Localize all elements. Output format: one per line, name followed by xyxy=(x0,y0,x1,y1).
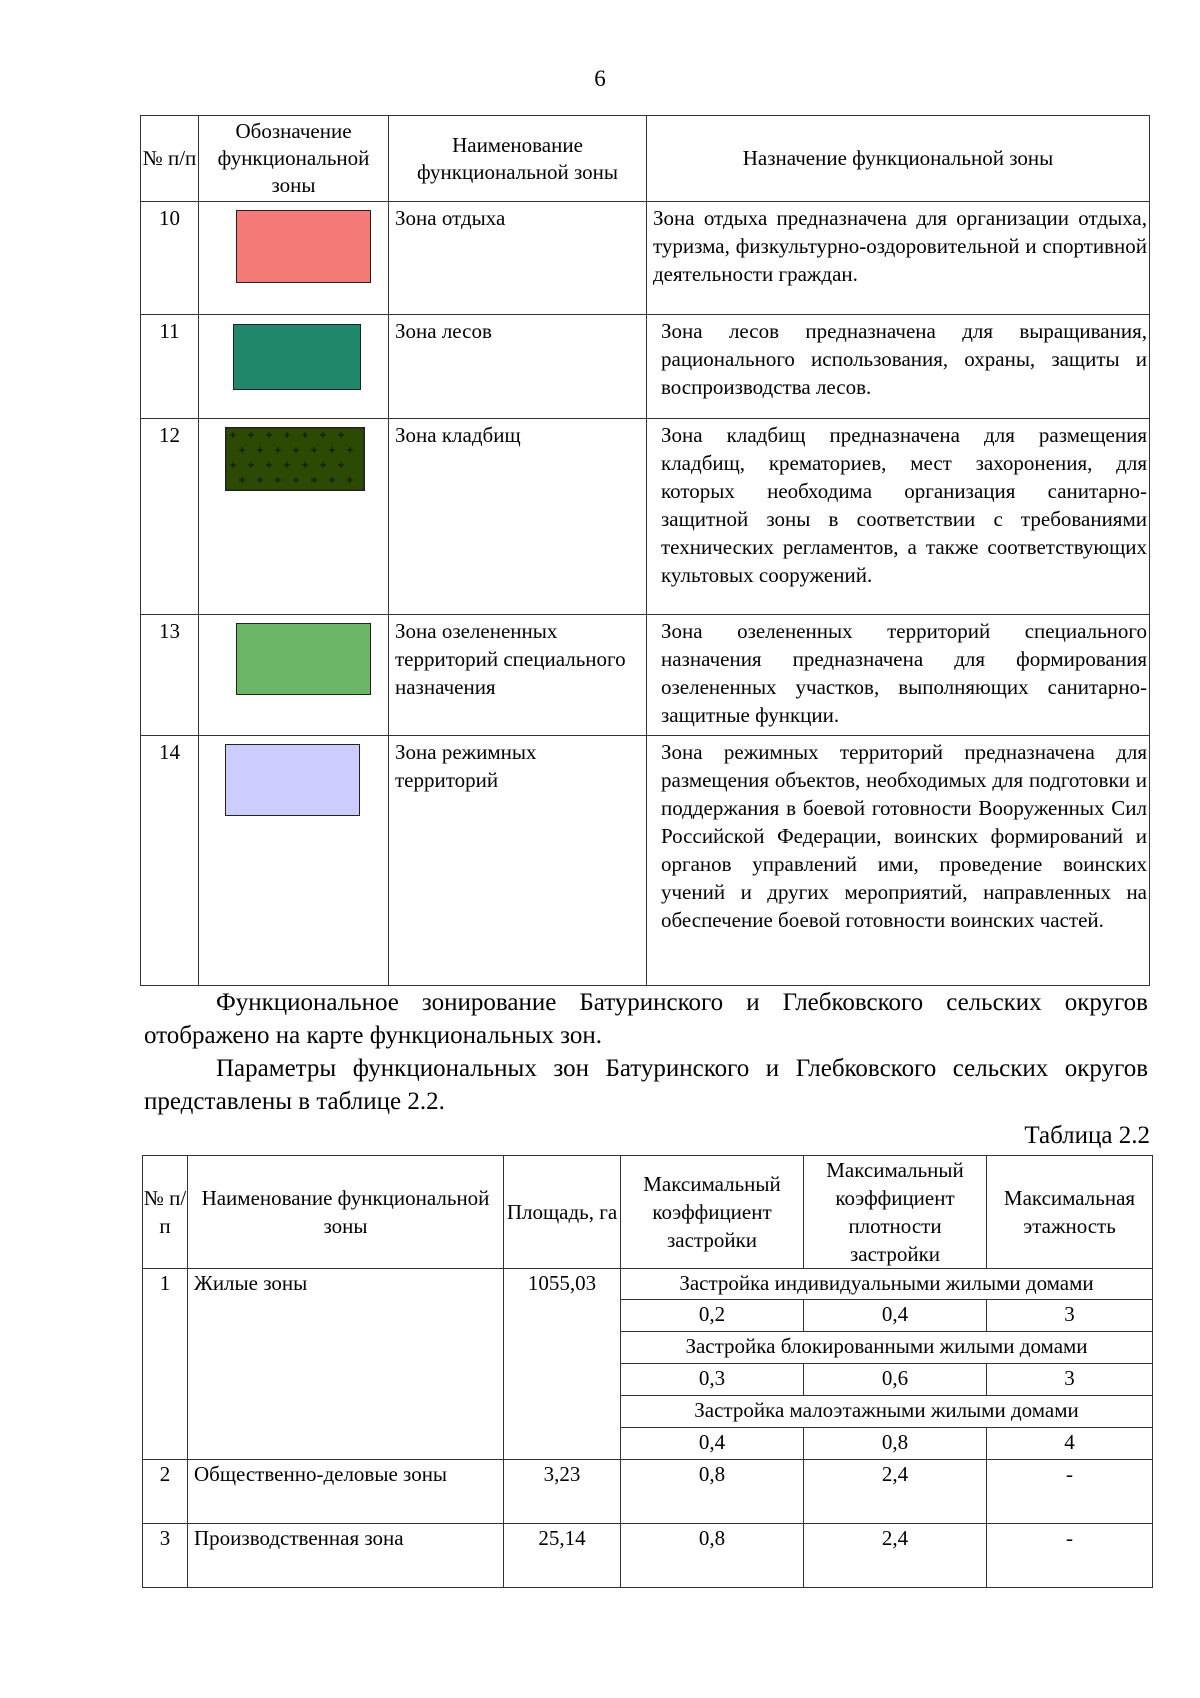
build-coef: 0,8 xyxy=(621,1524,804,1588)
zone-name: Зона озелененных территорий специального назначения xyxy=(389,615,647,736)
row-num: 12 xyxy=(141,419,199,615)
table-row xyxy=(143,1460,1153,1524)
zone-name: Жилые зоны xyxy=(188,1269,504,1460)
zone-name: Зона отдыха xyxy=(389,202,647,315)
table-row xyxy=(141,736,1150,986)
header-name: Наименование функциональной зоны xyxy=(188,1156,504,1269)
table-row xyxy=(141,315,1150,419)
zone-symbol-cell xyxy=(199,315,389,419)
row-num: 13 xyxy=(141,615,199,736)
max-floors: 4 xyxy=(987,1428,1153,1460)
build-coef: 0,4 xyxy=(621,1428,804,1460)
header-build-coef: Максимальный коэффициент застройки xyxy=(621,1156,804,1269)
zone-description: Зона кладбищ предназначена для размещения кладбищ, крематориев, мест захоронения, для которых необходима организация санитарно-защитной зоны в соответствии с требованиями технических регламентов, а также соответствующих культовых сооружений. xyxy=(647,419,1150,615)
header-area: Площадь, га xyxy=(504,1156,621,1269)
zone-color-swatch xyxy=(233,324,361,390)
zone-description: Зона лесов предназначена для выращивания, рационального использования, охраны, защиты и воспроизводства лесов. xyxy=(647,315,1150,419)
build-coef: 0,2 xyxy=(621,1300,804,1332)
cemetery-pattern-swatch xyxy=(225,427,365,491)
density-coef: 0,6 xyxy=(804,1364,987,1396)
zone-area: 1055,03 xyxy=(504,1269,621,1460)
zone-description: Зона режимных территорий предназначена для размещения объектов, необходимых для подготовки и поддержания в боевой готовности Вооруженных Сил Российской Федерации, воинских формирований и органов управлений ими, проведение воинских учений и других мероприятий, направленных на обеспечение боевой готовности воинских частей. xyxy=(647,736,1150,986)
header-symbol: Обозначение функциональной зоны xyxy=(199,116,389,202)
max-floors: - xyxy=(987,1524,1153,1588)
zone-color-swatch xyxy=(236,210,371,283)
zone-description: Зона озелененных территорий специального назначения предназначена для формирования озелененных участков, выполняющих санитарно-защитные функции. xyxy=(647,615,1150,736)
zone-symbol-cell xyxy=(199,202,389,315)
header-density-coef: Максимальный коэффициент плотности застройки xyxy=(804,1156,987,1269)
functional-zones-legend-table xyxy=(140,115,1150,986)
zone-description: Зона отдыха предназначена для организации отдыха, туризма, физкультурно-оздоровительной и спортивной деятельности граждан. xyxy=(647,202,1150,315)
zone-name: Общественно-деловые зоны xyxy=(188,1460,504,1524)
table-row xyxy=(141,615,1150,736)
zone-area: 3,23 xyxy=(504,1460,621,1524)
paragraph: Параметры функциональных зон Батуринского и Глебковского сельских округов представлены в таблице 2.2. xyxy=(144,1055,1148,1115)
row-num: 11 xyxy=(141,315,199,419)
table-row xyxy=(141,202,1150,315)
density-coef: 2,4 xyxy=(804,1524,987,1588)
density-coef: 0,4 xyxy=(804,1300,987,1332)
zone-symbol-cell xyxy=(199,736,389,986)
row-num: 3 xyxy=(143,1524,188,1588)
max-floors: 3 xyxy=(987,1364,1153,1396)
zone-name: Зона кладбищ xyxy=(389,419,647,615)
zone-parameters-table xyxy=(142,1155,1153,1588)
table-row xyxy=(143,1524,1153,1588)
page-number: 6 xyxy=(594,66,606,91)
subtype-label: Застройка малоэтажными жилыми домами xyxy=(621,1396,1153,1428)
build-coef: 0,3 xyxy=(621,1364,804,1396)
density-coef: 2,4 xyxy=(804,1460,987,1524)
zone-name: Зона режимных территорий xyxy=(389,736,647,986)
header-floors: Максимальная этажность xyxy=(987,1156,1153,1269)
row-num: 10 xyxy=(141,202,199,315)
row-num: 1 xyxy=(143,1269,188,1460)
paragraph: Функциональное зонирование Батуринского и Глебковского сельских округов отображено на карте функциональных зон. xyxy=(144,989,1148,1049)
zone-area: 25,14 xyxy=(504,1524,621,1588)
subtype-label: Застройка индивидуальными жилыми домами xyxy=(621,1269,1153,1300)
table-header-row xyxy=(143,1156,1153,1269)
density-coef: 0,8 xyxy=(804,1428,987,1460)
table-row xyxy=(143,1269,1153,1300)
row-num: 14 xyxy=(141,736,199,986)
table-row xyxy=(141,419,1150,615)
table-caption: Таблица 2.2 xyxy=(1024,1122,1150,1149)
build-coef: 0,8 xyxy=(621,1460,804,1524)
zone-color-swatch xyxy=(225,744,360,816)
header-num: № п/п xyxy=(141,116,199,202)
zone-color-swatch xyxy=(236,623,371,695)
zone-symbol-cell xyxy=(199,615,389,736)
max-floors: - xyxy=(987,1460,1153,1524)
zone-name: Зона лесов xyxy=(389,315,647,419)
header-purpose: Назначение функциональной зоны xyxy=(647,116,1150,202)
max-floors: 3 xyxy=(987,1300,1153,1332)
header-name: Наименование функциональной зоны xyxy=(389,116,647,202)
row-num: 2 xyxy=(143,1460,188,1524)
header-num: № п/п xyxy=(143,1156,188,1269)
subtype-label: Застройка блокированными жилыми домами xyxy=(621,1332,1153,1364)
zone-name: Производственная зона xyxy=(188,1524,504,1588)
zone-symbol-cell xyxy=(199,419,389,615)
table-header-row xyxy=(141,116,1150,202)
